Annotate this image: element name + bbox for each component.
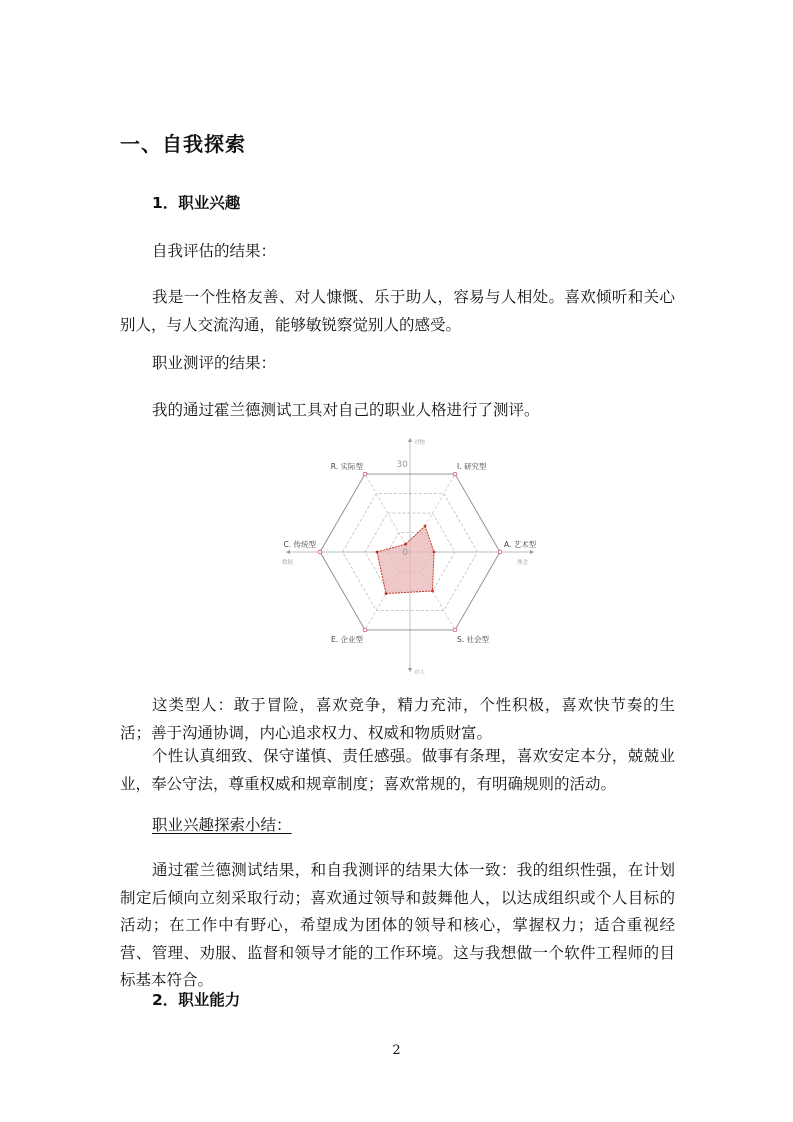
subsection-heading-interest: 1．职业兴趣 (152, 194, 241, 212)
axis-label-conventional: C. 传统型 (283, 540, 316, 549)
radar-data-point (433, 551, 436, 554)
axis-label-artistic: A. 艺术型 (504, 540, 537, 549)
radar-data-point (431, 590, 434, 593)
self-eval-paragraph: 我是一个性格友善、对人慷慨、乐于助人，容易与人相处。喜欢倾听和关心别人，与人交流沟通，能够敏锐察觉别人的感受。 (120, 288, 675, 334)
radar-vertex-dot (318, 550, 322, 554)
radar-data-point (424, 525, 427, 528)
axis-dir-bottom: 对人 (414, 670, 426, 676)
axis-dir-right: 理念 (516, 560, 528, 566)
axis-label-social: S. 社会型 (457, 634, 490, 644)
axis-label-investigative: I. 研究型 (457, 462, 487, 472)
radar-vertex-dot (498, 550, 502, 554)
radar-data-point (385, 592, 388, 595)
page-number: 2 (392, 1043, 401, 1058)
tick-label-max: 30 (396, 460, 408, 470)
axis-label-realistic: R. 实际型 (330, 462, 363, 472)
summary-label: 职业兴趣探索小结： (152, 816, 292, 834)
axis-dir-top: 对物 (414, 440, 426, 446)
type-description-2: 个性认真细致、保守谨慎、责任感强。做事有条理，喜欢安定本分，兢兢业业，奉公守法，尊重权威和规章制度；喜欢常规的，有明确规则的活动。 (120, 747, 675, 793)
self-eval-label: 自我评估的结果： (152, 242, 277, 260)
axis-dir-left: 数据 (282, 560, 294, 566)
radar-data-point (376, 551, 379, 554)
section-heading: 一、自我探索 (120, 132, 246, 156)
subsection-heading-ability: 2．职业能力 (152, 991, 241, 1009)
radar-data-polygon (377, 526, 434, 594)
type-description-1: 这类型人：敢于冒险，喜欢竞争，精力充沛，个性积极，喜欢快节奏的生活；善于沟通协调，内心追求权力、权威和物质财富。 (120, 696, 675, 742)
radar-data-point (404, 543, 407, 546)
career-eval-paragraph: 我的通过霍兰德测试工具对自己的职业人格进行了测评。 (152, 401, 540, 419)
radar-vertex-dot (453, 472, 457, 476)
summary-paragraph: 通过霍兰德测试结果，和自我测评的结果大体一致：我的组织性强，在计划制定后倾向立刻采取行动；喜欢通过领导和鼓舞他人，以达成组织或个人目标的活动；在工作中有野心，希望成为团体的领导和核心，掌握权力；适合重视经营、管理、劝服、监督和领导才能的工作环境。这与我想做一个软件工程师的目标基本符合。 (120, 861, 675, 989)
career-eval-label: 职业测评的结果： (152, 354, 277, 372)
axis-label-enterprising: E. 企业型 (330, 634, 363, 644)
tick-label-zero: 0 (402, 548, 408, 558)
holland-radar-chart (270, 432, 550, 682)
radar-vertex-dot (363, 628, 367, 632)
radar-vertex-dot (363, 472, 367, 476)
radar-vertex-dot (453, 628, 457, 632)
